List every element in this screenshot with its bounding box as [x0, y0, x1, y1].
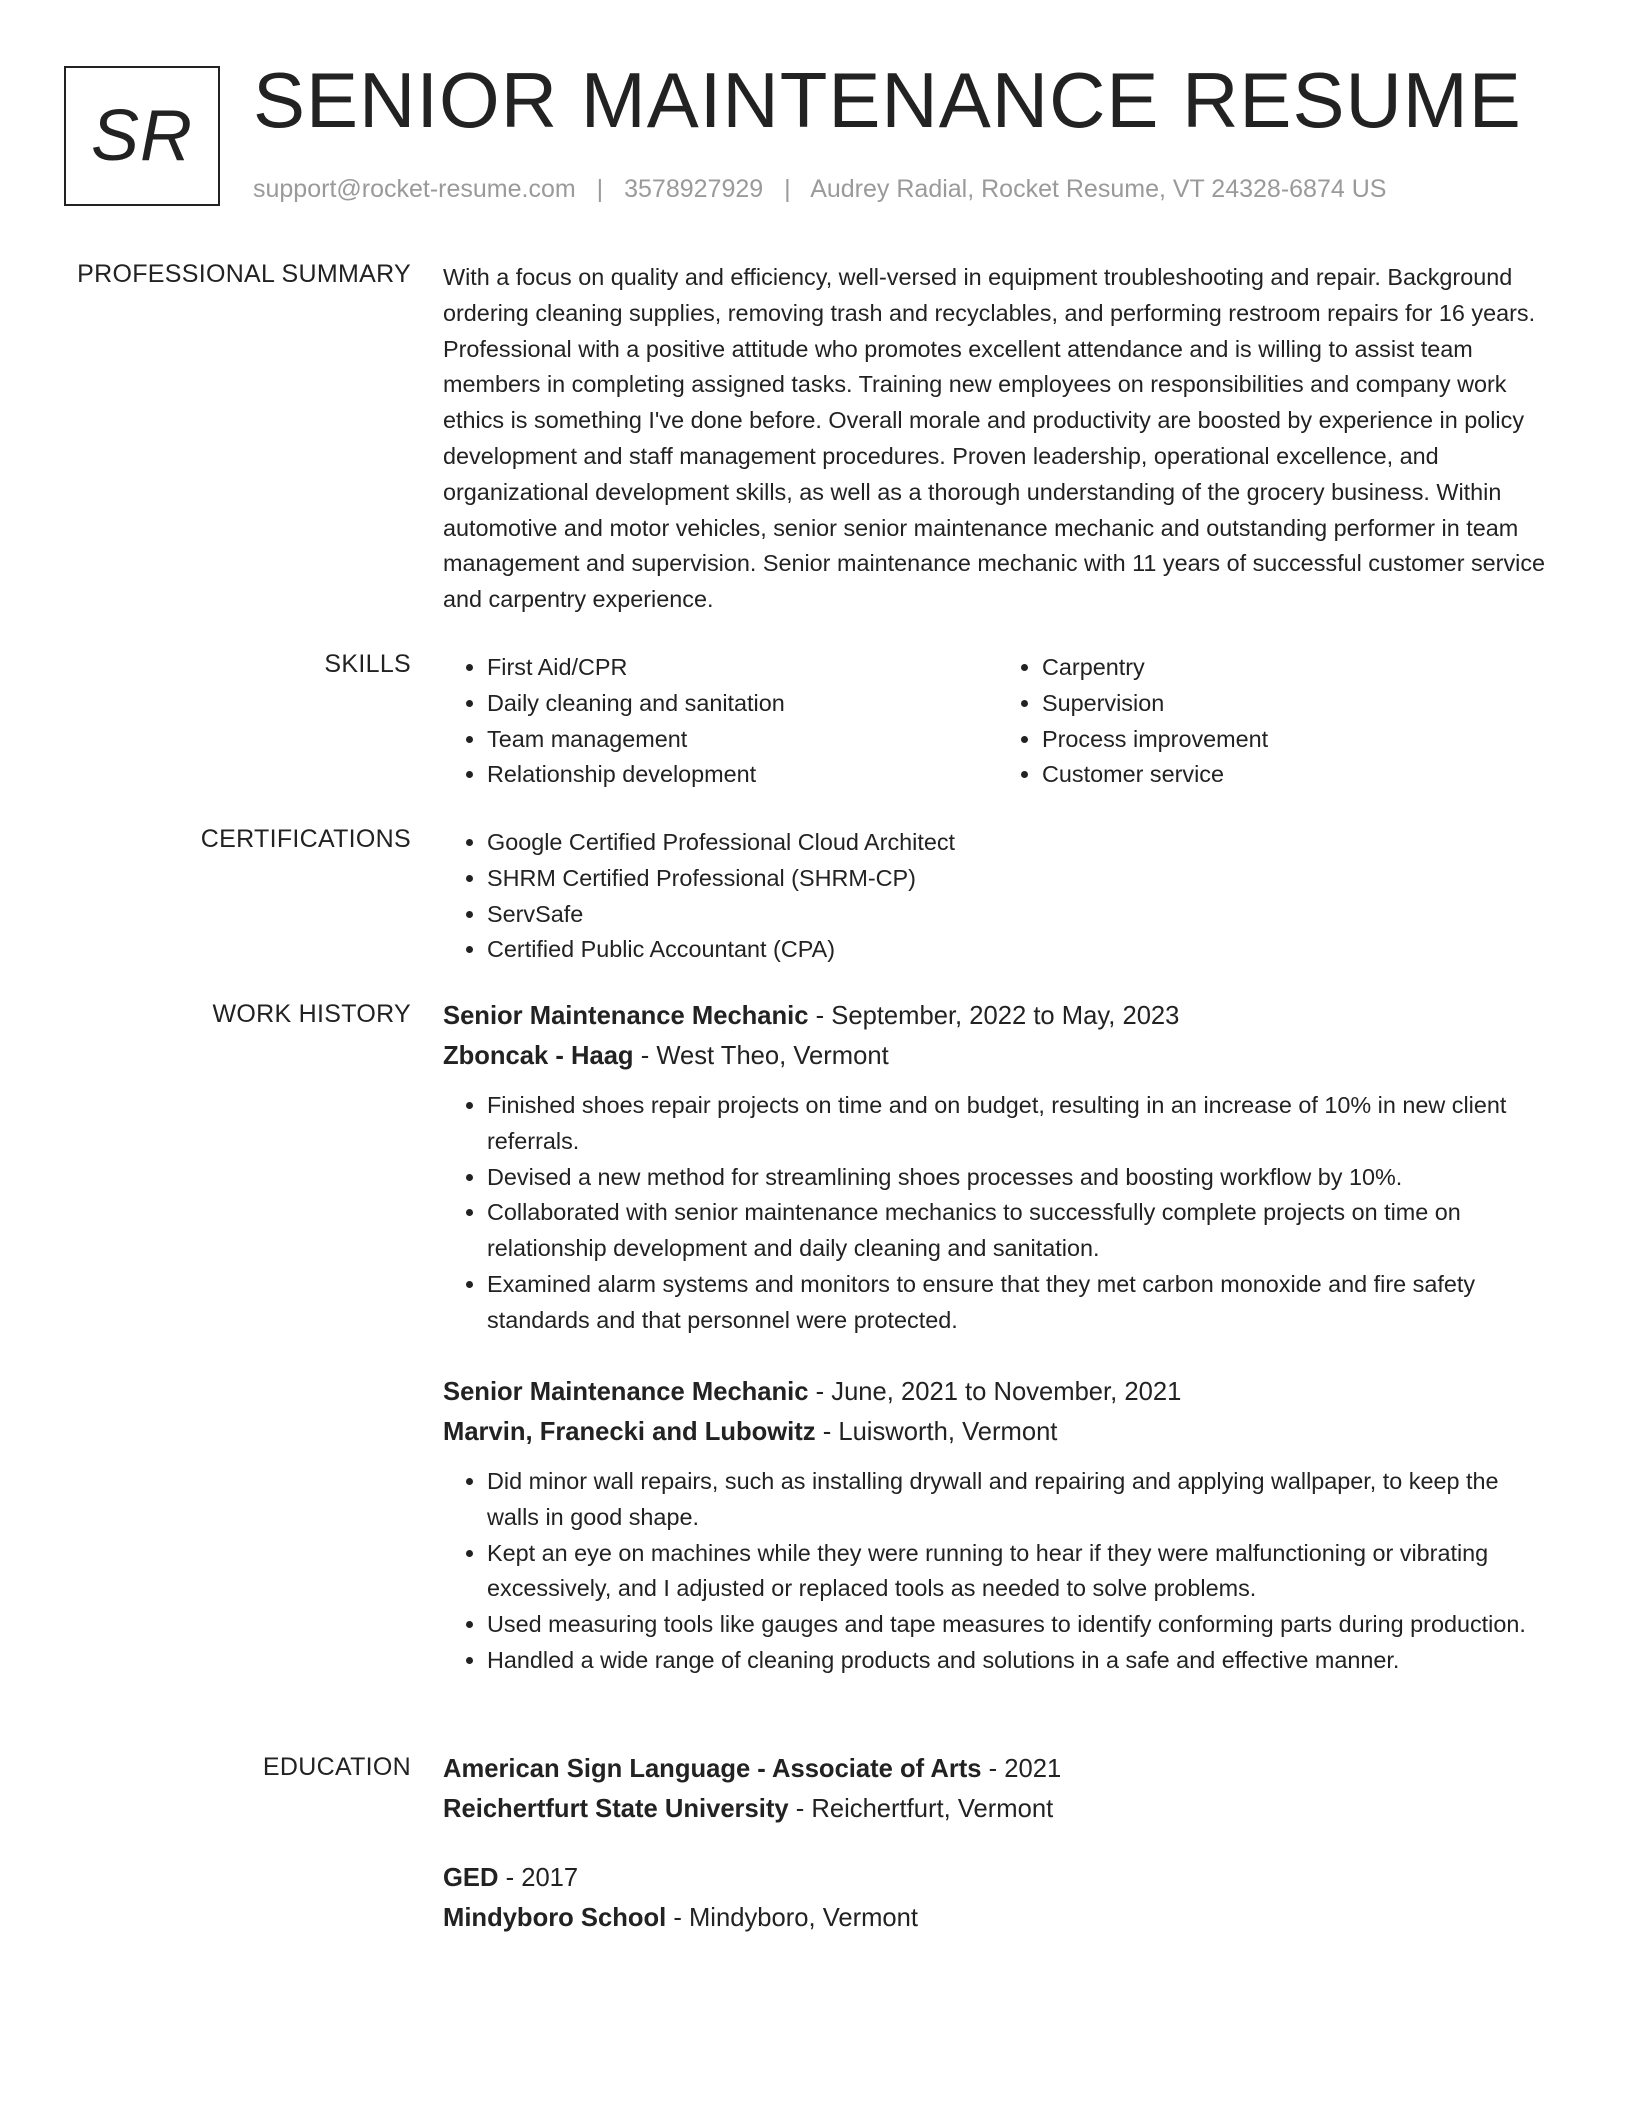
- job-entry: [443, 996, 1553, 1339]
- summary-body: [443, 260, 1553, 618]
- job-bullet: • Devised a new method for streamlining shoes processes and boosting workflow by 10%.: [487, 1160, 1553, 1196]
- job-company: Zboncak - Haag: [443, 1042, 634, 1070]
- contact-separator: |: [596, 175, 604, 203]
- monogram-badge: SR: [64, 66, 220, 206]
- contact-address: Audrey Radial, Rocket Resume, VT 24328-6874 US: [810, 175, 1387, 203]
- job-location: - Luisworth, Vermont: [815, 1418, 1058, 1446]
- job-role: Senior Maintenance Mechanic: [443, 1002, 809, 1030]
- job-title-line: [443, 1372, 1553, 1412]
- skill-item: • Team management: [487, 722, 998, 758]
- section-title-skills: SKILLS: [324, 650, 411, 678]
- education-degree: GED: [443, 1864, 499, 1892]
- skill-item: • Carpentry: [1042, 650, 1553, 686]
- certification-item: • SHRM Certified Professional (SHRM-CP): [487, 861, 1553, 897]
- certification-item: • Certified Public Accountant (CPA): [487, 932, 1553, 968]
- skills-list-left: [443, 650, 998, 793]
- education-location: - Reichertfurt, Vermont: [788, 1795, 1054, 1823]
- education-entry: [443, 1749, 1553, 1829]
- job-company-line: [443, 1036, 1553, 1076]
- certifications-body: [443, 825, 1553, 968]
- job-bullet: • Handled a wide range of cleaning products and solutions in a safe and effective manner.: [487, 1643, 1553, 1679]
- education-year: - 2021: [981, 1755, 1062, 1783]
- job-company: Marvin, Franecki and Lubowitz: [443, 1418, 816, 1446]
- education-year: - 2017: [498, 1864, 579, 1892]
- skill-item: • Supervision: [1042, 686, 1553, 722]
- job-dates: - September, 2022 to May, 2023: [808, 1002, 1180, 1030]
- education-degree: American Sign Language - Associate of Arts: [443, 1755, 982, 1783]
- job-bullet: • Collaborated with senior maintenance mechanics to successfully complete projects on time on relationship development and daily cleaning and sanitation.: [487, 1195, 1553, 1267]
- contact-separator: |: [784, 175, 791, 203]
- education-school-line: [443, 1898, 1553, 1938]
- job-title-line: [443, 996, 1553, 1036]
- contact-line: [253, 175, 1386, 204]
- resume-title: SENIOR MAINTENANCE RESUME: [253, 56, 1522, 144]
- job-bullet: • Used measuring tools like gauges and tape measures to identify conforming parts during production.: [487, 1607, 1553, 1643]
- certifications-list: [443, 825, 1553, 968]
- contact-email[interactable]: support@rocket-resume.com: [253, 175, 576, 203]
- job-bullet: • Finished shoes repair projects on time and on budget, resulting in an increase of 10% in new client referrals.: [487, 1088, 1553, 1160]
- skill-item: • Daily cleaning and sanitation: [487, 686, 998, 722]
- education-degree-line: [443, 1749, 1553, 1789]
- job-bullets: [443, 1088, 1553, 1339]
- job-bullets: [443, 1464, 1553, 1679]
- certification-item: • Google Certified Professional Cloud Architect: [487, 825, 1553, 861]
- job-company-line: [443, 1412, 1553, 1452]
- education-degree-line: [443, 1858, 1553, 1898]
- job-bullet: • Examined alarm systems and monitors to ensure that they met carbon monoxide and fire safety standards and that personnel were protected.: [487, 1267, 1553, 1339]
- job-bullet: • Did minor wall repairs, such as installing drywall and repairing and applying wallpaper, to keep the walls in good shape.: [487, 1464, 1553, 1536]
- section-title-education: EDUCATION: [262, 1753, 411, 1781]
- section-title-summary: PROFESSIONAL SUMMARY: [77, 260, 411, 288]
- job-bullet: • Kept an eye on machines while they were running to hear if they were malfunctioning or vibrating excessively, and I adjusted or replaced tools as needed to solve problems.: [487, 1536, 1553, 1608]
- skill-item: • Process improvement: [1042, 722, 1553, 758]
- section-title-certifications: CERTIFICATIONS: [200, 825, 411, 853]
- education-school: Mindyboro School: [443, 1904, 667, 1932]
- job-dates: - June, 2021 to November, 2021: [808, 1378, 1182, 1406]
- skills-list-right: [998, 650, 1553, 793]
- skill-item: • Customer service: [1042, 757, 1553, 793]
- skill-item: • First Aid/CPR: [487, 650, 998, 686]
- education-entry: [443, 1858, 1553, 1938]
- contact-phone[interactable]: 3578927929: [624, 175, 764, 203]
- education-school: Reichertfurt State University: [443, 1795, 789, 1823]
- job-location: - West Theo, Vermont: [633, 1042, 889, 1070]
- certification-item: • ServSafe: [487, 897, 1553, 933]
- skill-item: • Relationship development: [487, 757, 998, 793]
- skills-body: [443, 650, 1553, 793]
- section-title-work-history: WORK HISTORY: [212, 1000, 411, 1028]
- education-school-line: [443, 1789, 1553, 1829]
- job-role: Senior Maintenance Mechanic: [443, 1378, 809, 1406]
- job-entry: [443, 1372, 1553, 1679]
- education-location: - Mindyboro, Vermont: [666, 1904, 919, 1932]
- summary-text: With a focus on quality and efficiency, well-versed in equipment troubleshooting and repair. Background ordering cleaning supplies, removing trash and recyclables, and performing restroom repairs for 16 years. Professional with a positive attitude who promotes excellent attendance and is willing to assist team members in completing assigned tasks. Training new employees on responsibilities and company work ethics is something I've done before. Overall morale and productivity are boosted by experience in policy development and staff management procedures. Proven leadership, operational excellence, and organizational development skills, as well as a thorough understanding of the grocery business. Within automotive and motor vehicles, senior senior maintenance mechanic and outstanding performer in team management and supervision. Senior maintenance mechanic with 11 years of successful customer service and carpentry experience.: [443, 264, 1546, 613]
